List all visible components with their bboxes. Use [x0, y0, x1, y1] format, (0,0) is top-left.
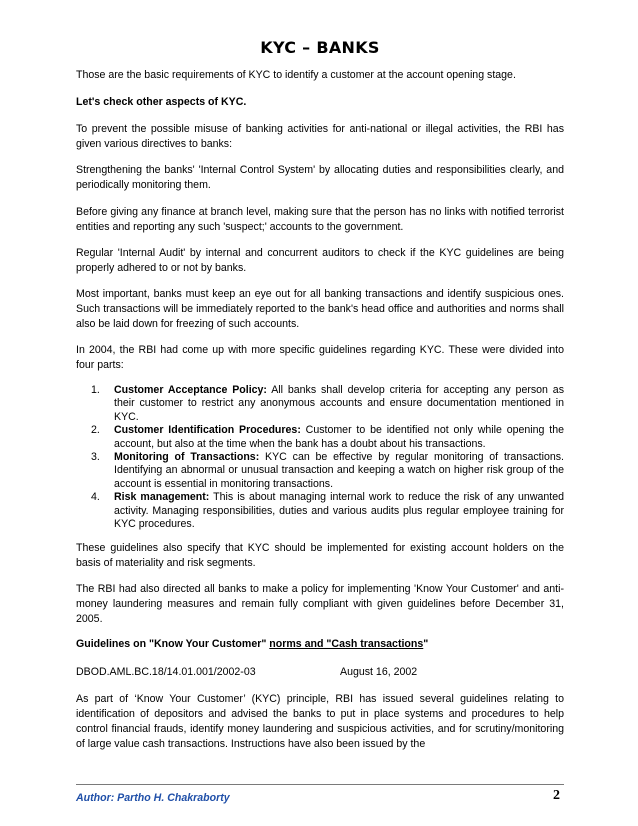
reference-code: DBOD.AML.BC.18/14.01.001/2002-03	[76, 666, 256, 678]
circular-reference	[76, 665, 564, 680]
list-item-heading: Monitoring of Transactions:	[114, 451, 260, 464]
section-heading	[76, 637, 564, 652]
list-item	[76, 384, 564, 424]
paragraph-internal-audit: Regular 'Internal Audit' by internal and concurrent auditors to check if the KYC guidelines are being properly adhered to or not by banks.	[76, 247, 564, 274]
list-item-number: 3.	[91, 451, 100, 464]
list-item-text: KYC can be effective by regular monitoring of transactions. Identifying an abnormal or unusual transaction and keeping a watch on higher risk group of the account is essential in monitoring transactions.	[114, 451, 565, 490]
heading-part-2: norms and "Cash transactions	[269, 638, 424, 650]
guidelines-list	[76, 384, 564, 531]
list-item	[76, 424, 564, 451]
paragraph-rbi-directives: To prevent the possible misuse of banking activities for anti-national or illegal activities, the RBI has given various directives to banks:	[76, 123, 564, 150]
list-item-text: This is about managing internal work to reduce the risk of any unwanted activity. Managing responsibilities, duties and various audits plus regular employee training for KYC procedures.	[114, 491, 564, 531]
list-item-text: Customer to be identified not only while opening the account, but also at the time when the bank has a doubt about his transactions.	[114, 424, 564, 450]
paragraph-lets-check: Let's check other aspects of KYC.	[76, 96, 247, 108]
list-item-number: 4.	[91, 491, 100, 504]
paragraph-intro: Those are the basic requirements of KYC to identify a customer at the account opening stage.	[76, 69, 516, 81]
list-item-heading: Risk management:	[114, 491, 210, 504]
heading-part-3: "	[423, 638, 429, 650]
paragraph-internal-control: Strengthening the banks' 'Internal Control System' by allocating duties and responsibilities clearly, and periodically monitoring them.	[76, 164, 564, 191]
paragraph-existing-accounts: These guidelines also specify that KYC should be implemented for existing account holders on the basis of materiality and risk segments.	[76, 542, 564, 569]
paragraph-kyc-principle: As part of ‘Know Your Customer’ (KYC) principle, RBI has issued several guidelines relating to identification of depositors and advised the banks to put in place systems and procedures to help control financial frauds, identify money laundering and suspicious activities, and for scrutiny/monitoring of large value cash transactions. Instructions have also been issued by the	[76, 693, 564, 750]
footer-author: Author: Partho H. Chakraborty	[76, 792, 230, 804]
list-item-number: 2.	[91, 424, 100, 437]
paragraph-terrorist-links: Before giving any finance at branch level, making sure that the person has no links with notified terrorist entities and reporting any such 'suspect;' accounts to the government.	[76, 206, 564, 233]
page-number: 2	[553, 788, 560, 803]
list-item-number: 1.	[91, 384, 100, 396]
list-item-heading: Customer Identification Procedures:	[114, 424, 301, 437]
list-item	[76, 491, 564, 531]
list-item-heading: Customer Acceptance Policy:	[114, 384, 267, 396]
list-item	[76, 451, 564, 491]
document-title: KYC – BANKS	[260, 38, 380, 57]
paragraph-2004-guidelines: In 2004, the RBI had come up with more specific guidelines regarding KYC. These were divided into four parts:	[76, 344, 564, 371]
heading-part-1: Guidelines on "Know Your Customer"	[76, 638, 270, 650]
footer-divider	[76, 784, 564, 785]
list-item-text: All banks shall develop criteria for accepting any person as their customer to restrict any anonymous accounts and ensure documentation mentioned in KYC.	[114, 384, 564, 423]
paragraph-suspicious-transactions: Most important, banks must keep an eye out for all banking transactions and identify suspicious ones. Such transactions will be immediately reported to the bank's head office and authorities and norms shall also be laid down for freezing of such accounts.	[76, 288, 564, 330]
paragraph-policy-directive: The RBI had also directed all banks to make a policy for implementing 'Know Your Customer' and anti-money laundering measures and remain fully compliant with given guidelines before December 31, 2005.	[76, 583, 564, 625]
reference-date: August 16, 2002	[340, 666, 418, 678]
